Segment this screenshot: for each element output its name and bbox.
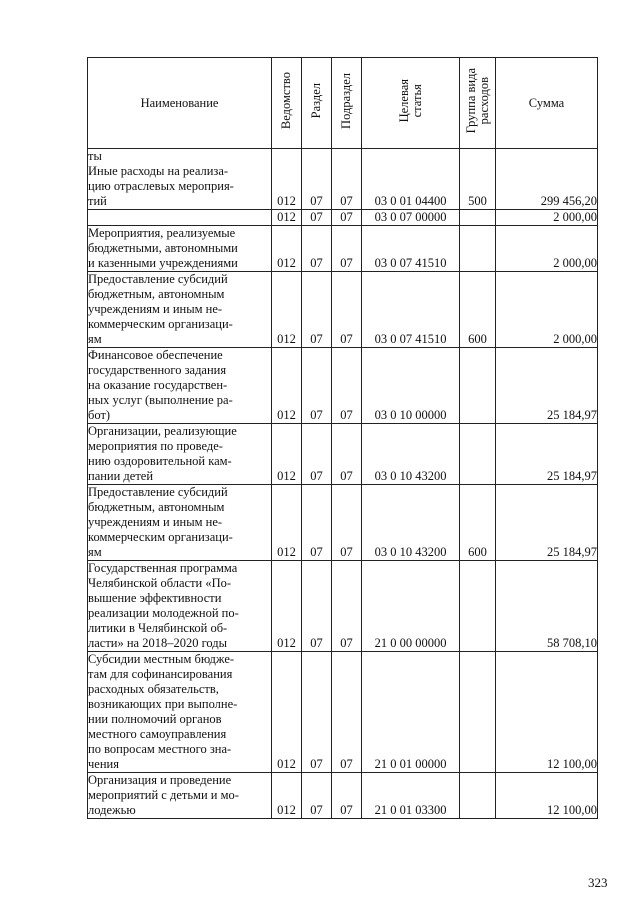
header-amount: Сумма: [496, 58, 598, 149]
cell-section: 07: [302, 348, 332, 424]
cell-amount: 299 456,20: [496, 149, 598, 210]
cell-name: Государственная программа Челябинской области «По- вышение эффективности реализации молодежной по- литики в Челябинской об- ласти» на 2018–2020 годы: [88, 561, 272, 652]
cell-department: 012: [272, 485, 302, 561]
cell-target-item: 21 0 01 03300: [362, 773, 460, 819]
cell-subsection: 07: [332, 149, 362, 210]
cell-section: 07: [302, 424, 332, 485]
cell-name: Организация и проведение мероприятий с детьми и мо- лодежью: [88, 773, 272, 819]
cell-subsection: 07: [332, 210, 362, 226]
cell-amount: 58 708,10: [496, 561, 598, 652]
cell-department: 012: [272, 149, 302, 210]
cell-expense-group: 600: [460, 485, 496, 561]
cell-department: 012: [272, 424, 302, 485]
cell-amount: 2 000,00: [496, 272, 598, 348]
cell-name: Предоставление субсидий бюджетным, автономным учреждениям и иным не- коммерческим организаци- ям: [88, 272, 272, 348]
cell-department: 012: [272, 561, 302, 652]
cell-target-item: 03 0 10 43200: [362, 424, 460, 485]
cell-expense-group: 600: [460, 272, 496, 348]
header-subsection: [332, 58, 362, 149]
cell-expense-group: [460, 348, 496, 424]
cell-amount: 12 100,00: [496, 652, 598, 773]
cell-target-item: 03 0 10 00000: [362, 348, 460, 424]
header-subsection-label: Подраздел: [339, 73, 353, 129]
cell-section: 07: [302, 561, 332, 652]
cell-target-item: 03 0 10 43200: [362, 485, 460, 561]
table-row: [88, 561, 598, 652]
cell-target-item: 21 0 00 00000: [362, 561, 460, 652]
cell-section: 07: [302, 210, 332, 226]
cell-name: ты Иные расходы на реализа- цию отраслевых мероприя- тий: [88, 149, 272, 210]
cell-target-item: 21 0 01 00000: [362, 652, 460, 773]
cell-target-item: 03 0 07 41510: [362, 272, 460, 348]
cell-name: Предоставление субсидий бюджетным, автономным учреждениям и иным не- коммерческим организаци- ям: [88, 485, 272, 561]
table-row: [88, 226, 598, 272]
table-row: [88, 773, 598, 819]
cell-target-item: 03 0 07 41510: [362, 226, 460, 272]
cell-department: 012: [272, 773, 302, 819]
cell-target-item: 03 0 07 00000: [362, 210, 460, 226]
cell-section: 07: [302, 226, 332, 272]
table-row: [88, 652, 598, 773]
cell-expense-group: [460, 424, 496, 485]
cell-department: 012: [272, 652, 302, 773]
table-body: [88, 149, 598, 819]
header-target-item: [362, 58, 460, 149]
cell-amount: 25 184,97: [496, 348, 598, 424]
cell-amount: 12 100,00: [496, 773, 598, 819]
cell-subsection: 07: [332, 652, 362, 773]
cell-section: 07: [302, 773, 332, 819]
cell-expense-group: [460, 210, 496, 226]
cell-name: Финансовое обеспечение государственного задания на оказание государствен- ных услуг (выполнение ра- бот): [88, 348, 272, 424]
table-row: [88, 272, 598, 348]
cell-subsection: 07: [332, 561, 362, 652]
cell-expense-group: [460, 561, 496, 652]
cell-name: Организации, реализующие мероприятия по проведе- нию оздоровительной кам- пании детей: [88, 424, 272, 485]
cell-section: 07: [302, 485, 332, 561]
cell-amount: 2 000,00: [496, 226, 598, 272]
cell-expense-group: 500: [460, 149, 496, 210]
header-section-label: Раздел: [309, 83, 323, 119]
cell-target-item: 03 0 01 04400: [362, 149, 460, 210]
cell-expense-group: [460, 652, 496, 773]
table-row: [88, 485, 598, 561]
header-target-item-label: Целевая статья: [396, 79, 424, 123]
cell-section: 07: [302, 272, 332, 348]
cell-department: 012: [272, 272, 302, 348]
cell-name: [88, 210, 272, 226]
header-expense-group: [460, 58, 496, 149]
cell-amount: 25 184,97: [496, 485, 598, 561]
header-department: [272, 58, 302, 149]
table-row: [88, 424, 598, 485]
cell-expense-group: [460, 226, 496, 272]
cell-subsection: 07: [332, 424, 362, 485]
cell-department: 012: [272, 210, 302, 226]
budget-table: [87, 57, 598, 819]
table-header-row: [88, 58, 598, 149]
header-department-label: Ведомство: [279, 72, 293, 130]
cell-section: 07: [302, 149, 332, 210]
cell-subsection: 07: [332, 272, 362, 348]
cell-name: Субсидии местным бюдже- там для софинансирования расходных обязательств, возникающих при выполне- нии полномочий органов местного самоуправления по вопросам местного зна- чения: [88, 652, 272, 773]
cell-subsection: 07: [332, 348, 362, 424]
cell-department: 012: [272, 226, 302, 272]
header-name: Наименование: [88, 58, 272, 149]
page-number: 323: [588, 875, 608, 890]
cell-amount: 25 184,97: [496, 424, 598, 485]
header-expense-group-label: Группа вида расходов: [463, 68, 491, 134]
table-row: [88, 149, 598, 210]
table-row: [88, 210, 598, 226]
cell-subsection: 07: [332, 773, 362, 819]
cell-amount: 2 000,00: [496, 210, 598, 226]
header-section: [302, 58, 332, 149]
cell-section: 07: [302, 652, 332, 773]
cell-name: Мероприятия, реализуемые бюджетными, автономными и казенными учреждениями: [88, 226, 272, 272]
table-row: [88, 348, 598, 424]
cell-department: 012: [272, 348, 302, 424]
cell-expense-group: [460, 773, 496, 819]
cell-subsection: 07: [332, 226, 362, 272]
cell-subsection: 07: [332, 485, 362, 561]
